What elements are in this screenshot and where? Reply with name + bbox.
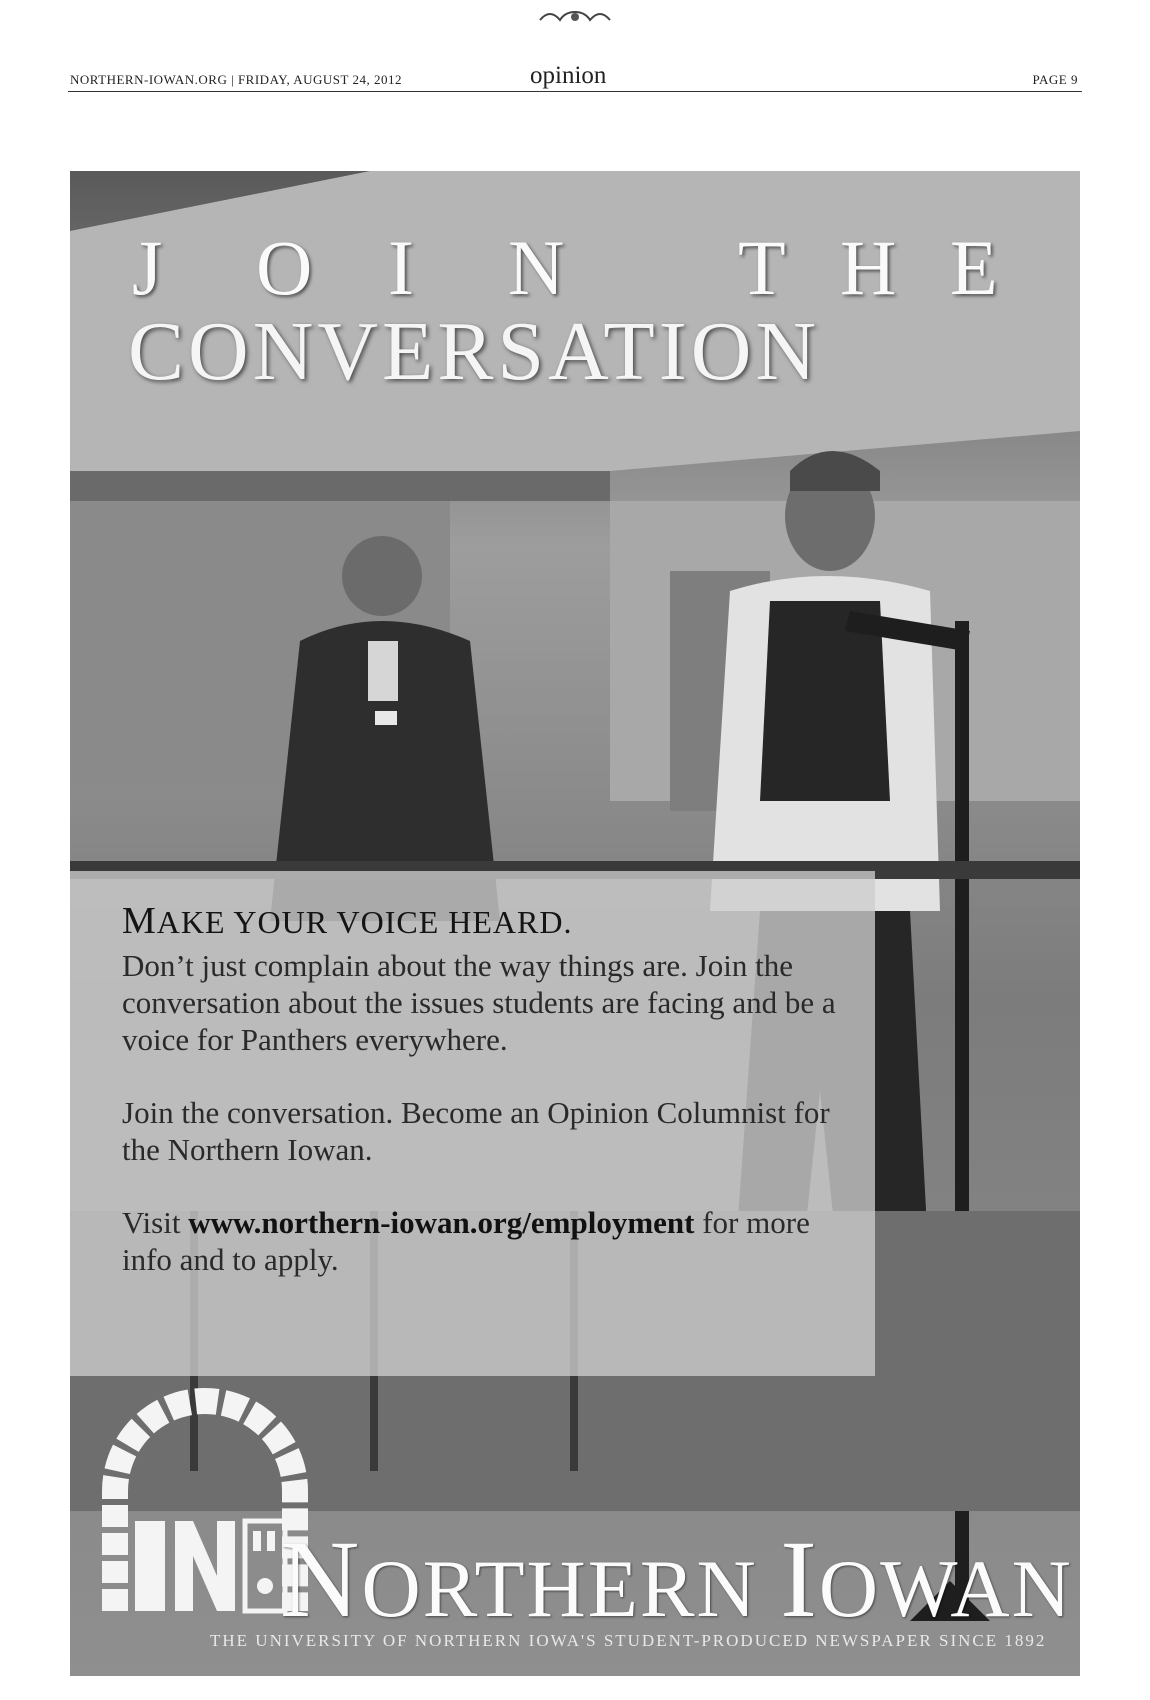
ad-headline — [122, 899, 852, 943]
masthead-wordmark — [280, 1516, 1073, 1643]
wordmark-rest-1: ORTHERN — [361, 1543, 781, 1634]
section-title: opinion — [530, 62, 607, 89]
title-letter: T — [738, 224, 786, 311]
visit-suffix: for more info and to apply. — [122, 1205, 810, 1277]
headline-rest: AKE YOUR VOICE HEARD. — [156, 904, 573, 940]
title-letter: H — [840, 224, 897, 311]
employment-link[interactable]: www.northern-iowan.org/employment — [188, 1205, 695, 1240]
visit-prefix: Visit — [122, 1205, 189, 1240]
ad-title-conversation: CONVERSATION — [128, 305, 821, 398]
ornament-icon — [530, 6, 620, 28]
title-letter: N — [508, 224, 565, 311]
wordmark-cap-n: N — [280, 1518, 362, 1640]
header-rule — [68, 91, 1082, 92]
wordmark-cap-i: I — [780, 1518, 819, 1640]
ad-paragraph-3 — [122, 1204, 852, 1278]
wordmark-rest-2: OWAN — [818, 1543, 1073, 1634]
ad-paragraph-1: Don’t just complain about the way things are. Join the conversation about the issues students are facing and be a voice for Panthers everywhere. — [122, 948, 836, 1057]
page-number: PAGE 9 — [1032, 72, 1078, 87]
title-letter: J — [132, 224, 163, 311]
title-letter: E — [950, 224, 998, 311]
ad-title-join-the — [70, 223, 1080, 313]
ad-copy-panel — [70, 871, 875, 1376]
ad-paragraph-2: Join the conversation. Become an Opinion Columnist for the Northern Iowan. — [122, 1095, 830, 1167]
header-site-date: NORTHERN-IOWAN.ORG | FRIDAY, AUGUST 24, 2012 — [70, 72, 402, 87]
headline-initial: M — [122, 900, 157, 942]
title-letter: O — [256, 224, 313, 311]
masthead-tagline: THE UNIVERSITY OF NORTHERN IOWA'S STUDENT-PRODUCED NEWSPAPER SINCE 1892 — [210, 1631, 1047, 1650]
title-letter: I — [388, 224, 414, 311]
recruitment-ad — [70, 171, 1080, 1676]
